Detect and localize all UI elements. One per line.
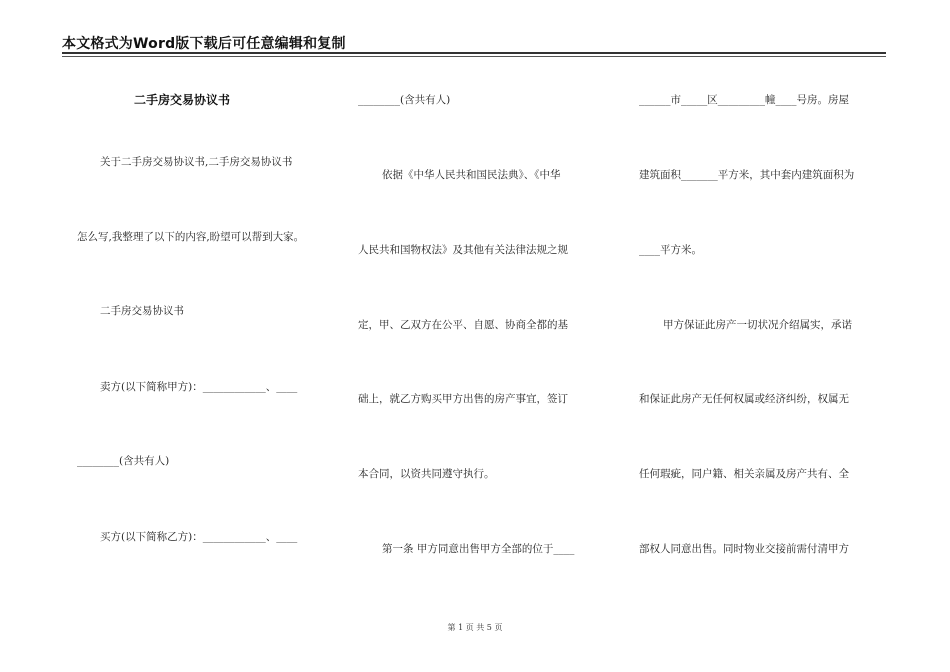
buyer-line: 买方(以下简称乙方)：____________、____ [100, 531, 298, 543]
header-rule-thick [62, 52, 886, 54]
text-line: 本合同，以资共同遵守执行。 [358, 468, 495, 480]
header-rule-thin [62, 56, 886, 57]
section-heading: 二手房交易协议书 [100, 305, 184, 317]
page-number: 第 1 页 共 5 页 [447, 623, 503, 632]
text-line: 部权人同意出售。同时物业交接前需付清甲方 [639, 543, 849, 555]
text-line: 础上，就乙方购买甲方出售的房产事宜，签订 [358, 393, 568, 405]
text-line: 和保证此房产无任何权属或经济纠纷，权属无 [639, 393, 849, 405]
document-header: 本文格式为Word版下载后可任意编辑和复制 [62, 36, 346, 52]
co-owner-line: ________(含共有人) [358, 94, 451, 106]
text-line: 怎么写,我整理了以下的内容,盼望可以帮到大家。 [77, 231, 305, 243]
text-line: 甲方保证此房产一切状况介绍属实，承诺 [663, 319, 852, 331]
text-line: 人民共和国物权法》及其他有关法律法规之规 [358, 244, 568, 256]
text-line: 建筑面积_______平方米，其中套内建筑面积为 [639, 169, 855, 181]
text-line: ______市_____区_________幢____号房。房屋 [639, 94, 849, 106]
text-line: 关于二手房交易协议书,二手房交易协议书 [100, 156, 293, 168]
text-line: ____平方米。 [639, 244, 702, 256]
co-owner-line: ________(含共有人) [77, 455, 170, 467]
article-line: 第一条 甲方同意出售甲方全部的位于____ [382, 543, 575, 555]
document-title: 二手房交易协议书 [134, 93, 231, 107]
seller-line: 卖方(以下简称甲方)：____________、____ [100, 381, 298, 393]
text-line: 任何瑕疵，同户籍、相关亲属及房产共有、全 [639, 468, 849, 480]
text-line: 依据《中华人民共和国民法典》、《中华 [382, 169, 561, 181]
text-line: 定，甲、乙双方在公平、自愿、协商全都的基 [358, 319, 568, 331]
